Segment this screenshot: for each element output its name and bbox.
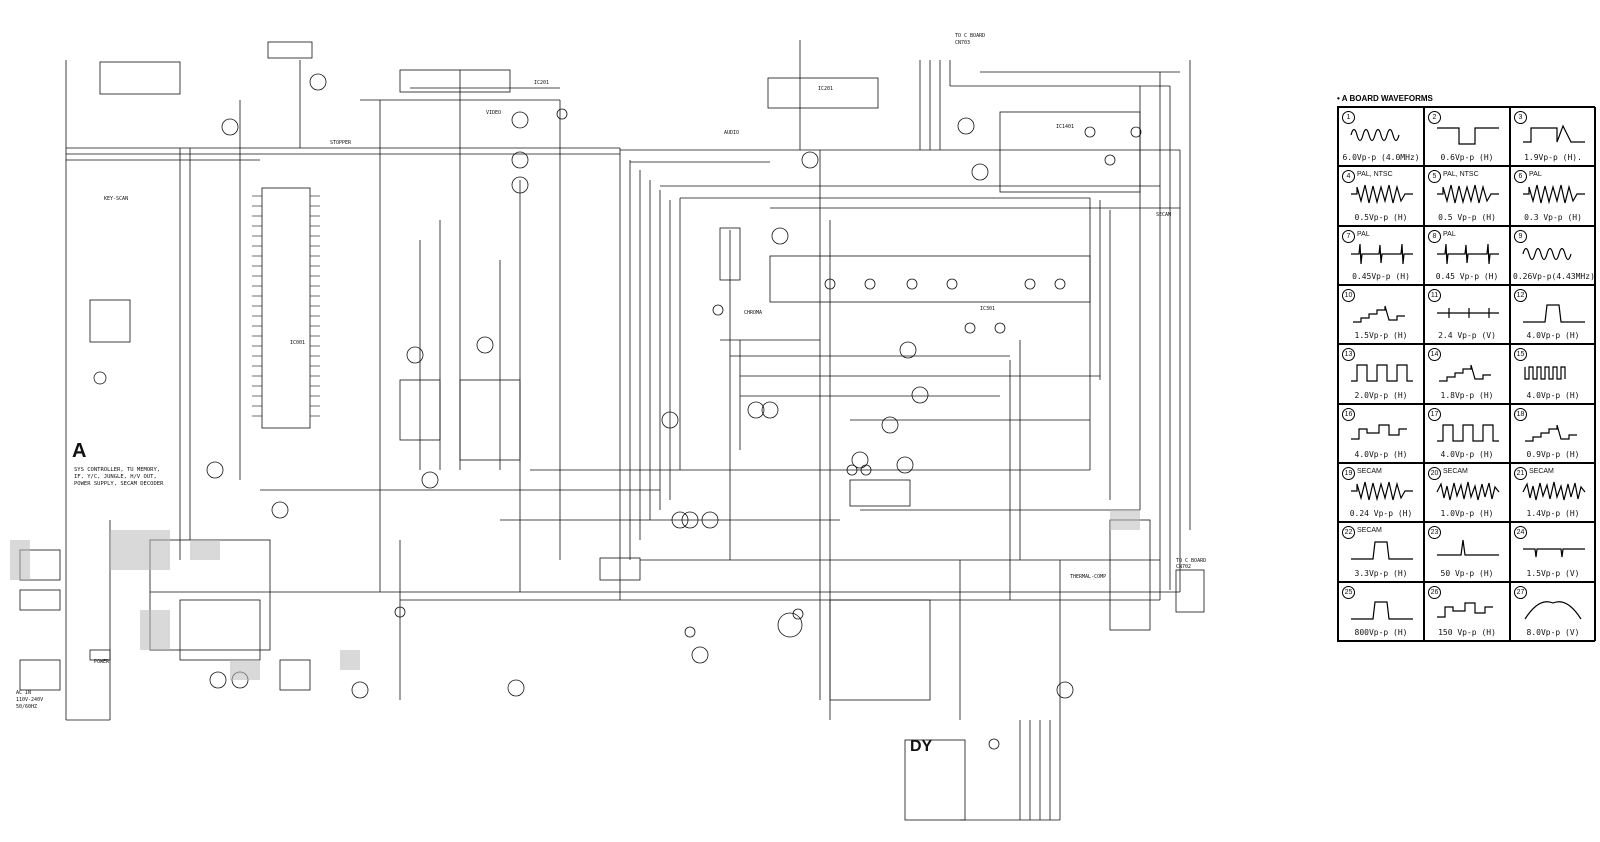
waveform-trace-square xyxy=(1435,419,1501,445)
waveform-number: 27 xyxy=(1514,586,1527,599)
waveform-amplitude: 50 Vp-p (H) xyxy=(1440,568,1494,578)
board-description-line-3: POWER SUPPLY, SECAM DECODER xyxy=(74,481,164,487)
waveform-trace-burst xyxy=(1521,241,1587,267)
waveforms-title: • A BOARD WAVEFORMS xyxy=(1337,94,1433,103)
waveform-amplitude: 0.5 Vp-p (H) xyxy=(1438,212,1496,222)
waveform-mode-tag: PAL xyxy=(1443,230,1456,238)
waveform-mode-tag: PAL xyxy=(1529,171,1542,179)
waveform-number: 16 xyxy=(1342,408,1355,421)
board-description-line-1: SYS CONTROLLER, TU MEMORY, xyxy=(74,467,161,473)
waveform-mode-tag: PAL, NTSC xyxy=(1443,171,1479,179)
waveform-number: 2 xyxy=(1428,111,1441,124)
waveform-amplitude: 0.45 Vp-p (H) xyxy=(1435,271,1499,281)
waveform-amplitude: 4.0Vp-p (H) xyxy=(1354,449,1408,459)
waveform-cell-8 xyxy=(1424,226,1510,285)
stopper-label: STOPPER xyxy=(330,140,352,146)
waveform-trace-square xyxy=(1349,359,1415,385)
waveform-amplitude: 0.3 Vp-p (H) xyxy=(1524,212,1582,222)
waveform-path xyxy=(1351,244,1413,264)
ic-audio-label: IC201 xyxy=(818,86,834,92)
waveform-number: 8 xyxy=(1428,230,1441,243)
waveform-number: 24 xyxy=(1514,526,1527,539)
waveform-trace-stair xyxy=(1435,359,1501,385)
waveform-trace-flatpulse xyxy=(1435,300,1501,326)
waveform-amplitude: 1.4Vp-p (H) xyxy=(1526,509,1580,519)
waveform-cell-16 xyxy=(1338,404,1424,463)
waveform-mode-tag: SECAM xyxy=(1443,467,1468,475)
waveform-path xyxy=(1437,244,1499,264)
key-scan-label: KEY-SCAN xyxy=(104,196,129,202)
waveform-path xyxy=(1351,185,1413,203)
waveform-cell-17 xyxy=(1424,404,1510,463)
waveform-trace-pulse xyxy=(1349,537,1415,563)
waveform-cell-21 xyxy=(1510,463,1596,522)
waveform-trace-spikes xyxy=(1435,241,1501,267)
ac-frequency-label: 50/60HZ xyxy=(16,704,38,710)
waveform-cell-15 xyxy=(1510,344,1596,403)
waveform-path xyxy=(1437,482,1499,500)
waveform-cell-18 xyxy=(1510,404,1596,463)
waveform-path xyxy=(1437,308,1499,318)
waveform-amplitude: 4.0Vp-p (H) xyxy=(1440,449,1494,459)
waveform-trace-steps xyxy=(1349,419,1415,445)
waveform-cell-13 xyxy=(1338,344,1424,403)
waveform-path xyxy=(1523,482,1585,500)
waveform-cell-22 xyxy=(1338,522,1424,581)
waveform-cell-1 xyxy=(1338,107,1424,166)
waveform-number: 4 xyxy=(1342,170,1355,183)
chroma-signal-label: CHROMA xyxy=(744,310,763,316)
waveform-number: 18 xyxy=(1514,408,1527,421)
power-label: POWER xyxy=(94,659,110,665)
waveform-cell-23 xyxy=(1424,522,1510,581)
waveform-cell-2 xyxy=(1424,107,1510,166)
waveform-cell-26 xyxy=(1424,582,1510,641)
ic-if-label: IC201 xyxy=(534,80,550,86)
board-letter: A xyxy=(72,440,87,462)
connector-label-c-board-right: TO C BOARD xyxy=(1176,558,1207,564)
secam-signal-label: SECAM xyxy=(1156,212,1172,218)
waveform-trace-chroma xyxy=(1521,181,1587,207)
waveform-number: 6 xyxy=(1514,170,1527,183)
waveform-cell-19 xyxy=(1338,463,1424,522)
waveform-trace-spikeup xyxy=(1435,537,1501,563)
video-signal-label: VIDEO xyxy=(486,110,502,116)
waveform-trace-chroma xyxy=(1435,181,1501,207)
connector-label-c-board-top: TO C BOARD xyxy=(955,33,986,39)
waveform-amplitude: 2.0Vp-p (H) xyxy=(1354,390,1408,400)
waveform-amplitude: 1.9Vp-p (H). xyxy=(1524,153,1582,163)
waveform-amplitude: 0.6Vp-p (H) xyxy=(1440,153,1494,163)
waveform-mode-tag: SECAM xyxy=(1357,467,1382,475)
waveform-cell-5 xyxy=(1424,166,1510,225)
audio-signal-label: AUDIO xyxy=(724,130,740,136)
waveform-path xyxy=(1437,540,1499,555)
waveform-path xyxy=(1525,425,1577,441)
waveform-path xyxy=(1523,549,1585,557)
waveform-cell-6 xyxy=(1510,166,1596,225)
waveform-amplitude: 1.5Vp-p (H) xyxy=(1354,331,1408,341)
waveform-trace-noise xyxy=(1435,478,1501,504)
waveform-path xyxy=(1523,248,1571,259)
connector-label-cn703: CN703 xyxy=(955,40,971,46)
waveform-trace-spikedown xyxy=(1521,537,1587,563)
waveform-mode-tag: SECAM xyxy=(1529,467,1554,475)
waveform-trace-parabola xyxy=(1521,597,1587,623)
waveform-trace-comb xyxy=(1521,359,1587,385)
waveform-number: 20 xyxy=(1428,467,1441,480)
waveform-amplitude: 6.0Vp-p (4.0MHz) xyxy=(1342,153,1420,163)
waveform-trace-burst xyxy=(1349,122,1415,148)
waveform-path xyxy=(1523,185,1585,203)
waveform-path xyxy=(1351,365,1413,381)
waveform-path xyxy=(1351,130,1399,141)
waveform-trace-pulse xyxy=(1349,597,1415,623)
waveform-cell-3 xyxy=(1510,107,1596,166)
waveform-number: 15 xyxy=(1514,348,1527,361)
waveform-trace-pulse xyxy=(1521,300,1587,326)
waveform-path xyxy=(1525,367,1565,379)
ic-secam-label: IC1401 xyxy=(1056,124,1075,130)
waveform-amplitude: 0.24 Vp-p (H) xyxy=(1349,509,1413,519)
waveform-number: 1 xyxy=(1342,111,1355,124)
waveform-trace-chroma xyxy=(1349,181,1415,207)
waveform-number: 19 xyxy=(1342,467,1355,480)
waveform-path xyxy=(1525,601,1581,618)
waveform-trace-spikes xyxy=(1349,241,1415,267)
waveform-trace-steps xyxy=(1435,597,1501,623)
waveform-path xyxy=(1351,542,1413,559)
waveform-cell-27 xyxy=(1510,582,1596,641)
waveform-path xyxy=(1437,128,1499,144)
waveform-number: 21 xyxy=(1514,467,1527,480)
waveform-path xyxy=(1351,482,1413,500)
board-description-line-2: IF, Y/C, JUNGLE, H/V OUT, xyxy=(74,474,157,480)
waveform-trace-stair xyxy=(1521,419,1587,445)
waveform-path xyxy=(1439,365,1491,381)
dy-label: DY xyxy=(910,738,933,755)
waveform-number: 7 xyxy=(1342,230,1355,243)
waveform-path xyxy=(1437,185,1499,203)
waveform-amplitude: 0.26Vp-p(4.43MHz) xyxy=(1513,271,1595,281)
waveform-number: 3 xyxy=(1514,111,1527,124)
waveform-amplitude: 2.4 Vp-p (V) xyxy=(1438,331,1496,341)
waveform-trace-noise xyxy=(1521,478,1587,504)
waveform-amplitude: 4.0Vp-p (H) xyxy=(1526,390,1580,400)
waveform-amplitude: 3.3Vp-p (H) xyxy=(1354,568,1408,578)
waveform-trace-chroma xyxy=(1349,478,1415,504)
waveform-amplitude: 1.0Vp-p (H) xyxy=(1440,509,1494,519)
waveform-cell-11 xyxy=(1424,285,1510,344)
waveform-amplitude: 0.5Vp-p (H) xyxy=(1354,212,1408,222)
waveform-number: 11 xyxy=(1428,289,1441,302)
waveform-path xyxy=(1523,305,1585,322)
waveform-number: 17 xyxy=(1428,408,1441,421)
waveform-number: 25 xyxy=(1342,586,1355,599)
waveform-number: 10 xyxy=(1342,289,1355,302)
waveforms-table xyxy=(1337,106,1595,642)
waveform-mode-tag: SECAM xyxy=(1357,527,1382,535)
waveform-cell-24 xyxy=(1510,522,1596,581)
waveform-number: 22 xyxy=(1342,526,1355,539)
waveform-cell-9 xyxy=(1510,226,1596,285)
waveform-amplitude: 0.9Vp-p (H) xyxy=(1526,449,1580,459)
waveform-trace-dip xyxy=(1435,122,1501,148)
waveform-amplitude: 150 Vp-p (H) xyxy=(1438,627,1496,637)
waveform-path xyxy=(1437,425,1499,441)
waveform-amplitude: 1.5Vp-p (V) xyxy=(1526,568,1580,578)
waveform-amplitude: 0.45Vp-p (H) xyxy=(1352,271,1410,281)
waveform-number: 13 xyxy=(1342,348,1355,361)
waveform-path xyxy=(1351,425,1407,439)
waveform-cell-7 xyxy=(1338,226,1424,285)
waveform-number: 23 xyxy=(1428,526,1441,539)
ic-controller-label: IC001 xyxy=(290,340,306,346)
waveform-mode-tag: PAL xyxy=(1357,230,1370,238)
waveform-cell-20 xyxy=(1424,463,1510,522)
waveform-trace-block xyxy=(1521,122,1587,148)
waveform-path xyxy=(1353,306,1405,322)
connector-label-cn702: CN702 xyxy=(1176,564,1192,570)
waveform-amplitude: 4.0Vp-p (H) xyxy=(1526,331,1580,341)
waveform-cell-12 xyxy=(1510,285,1596,344)
waveform-cell-4 xyxy=(1338,166,1424,225)
waveform-cell-25 xyxy=(1338,582,1424,641)
waveform-path xyxy=(1351,602,1413,619)
waveform-number: 26 xyxy=(1428,586,1441,599)
waveform-number: 12 xyxy=(1514,289,1527,302)
ic-jungle-label: IC301 xyxy=(980,306,996,312)
thermal-comp-label: THERMAL-COMP xyxy=(1070,574,1107,580)
ac-in-label: AC IN xyxy=(16,690,32,696)
waveform-mode-tag: PAL, NTSC xyxy=(1357,171,1393,179)
waveform-path xyxy=(1437,603,1493,617)
waveform-cell-14 xyxy=(1424,344,1510,403)
waveform-cell-10 xyxy=(1338,285,1424,344)
waveform-number: 9 xyxy=(1514,230,1527,243)
waveform-number: 5 xyxy=(1428,170,1441,183)
ac-voltage-label: 110V-240V xyxy=(16,697,44,703)
waveform-amplitude: 800Vp-p (H) xyxy=(1354,627,1408,637)
waveform-path xyxy=(1523,126,1585,142)
waveform-trace-stair xyxy=(1349,300,1415,326)
waveform-amplitude: 8.0Vp-p (V) xyxy=(1526,627,1580,637)
waveform-number: 14 xyxy=(1428,348,1441,361)
waveform-amplitude: 1.8Vp-p (H) xyxy=(1440,390,1494,400)
